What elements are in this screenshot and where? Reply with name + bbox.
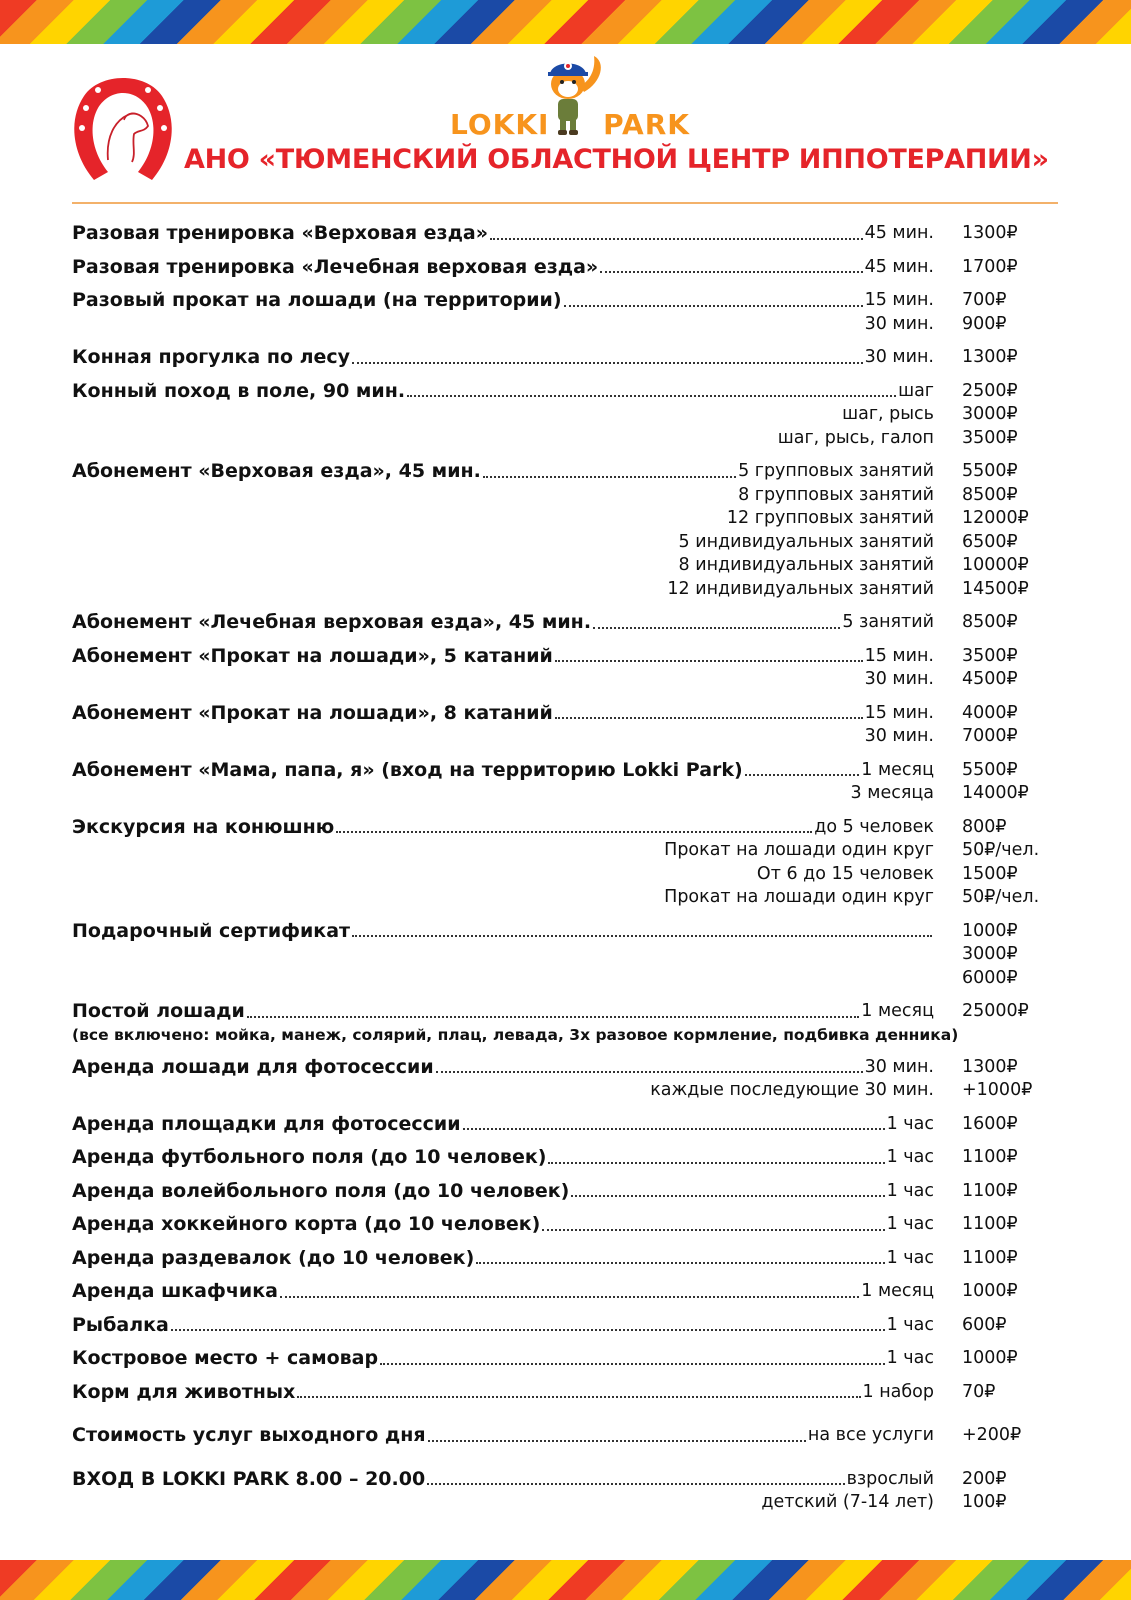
top-decor-stripe (0, 0, 1131, 44)
price-item (72, 1247, 1072, 1271)
service-price: 3500₽ (962, 427, 1018, 448)
service-duration: 1 час (886, 1247, 934, 1268)
service-duration: 12 индивидуальных занятий (667, 578, 934, 599)
price-row (72, 1000, 1072, 1024)
service-price: 4500₽ (962, 669, 1018, 689)
price-item (72, 1314, 1072, 1338)
price-subrow (72, 427, 1072, 451)
dot-leader (483, 476, 736, 478)
dot-leader (476, 1262, 884, 1264)
price-item (72, 1213, 1072, 1237)
service-duration: 8 групповых занятий (738, 484, 934, 505)
service-name: Аренда площадки для фотосессии (72, 1112, 461, 1135)
service-price: 1000₽ (962, 1348, 1018, 1368)
price-row (72, 1347, 1072, 1371)
service-price: 4000₽ (962, 702, 1018, 723)
price-subrow (72, 531, 1072, 555)
service-duration: до 5 человек (814, 816, 934, 837)
service-name: Разовый прокат на лошади (на территории) (72, 289, 562, 311)
dot-leader (407, 395, 896, 397)
row-spacer (72, 1304, 1072, 1314)
service-name: Абонемент «Прокат на лошади», 8 катаний (72, 701, 553, 724)
row-spacer (72, 1371, 1072, 1381)
row-spacer (72, 246, 1072, 256)
dot-leader (427, 1483, 844, 1485)
service-name: ВХОД В LOKKI PARK 8.00 – 20.00 (72, 1467, 426, 1490)
price-item (72, 759, 1072, 806)
service-duration: 3 месяца (850, 783, 934, 803)
price-row (72, 1213, 1072, 1237)
row-spacer (72, 450, 1072, 460)
price-row (72, 759, 1072, 783)
service-duration: 1 месяц (861, 759, 934, 780)
service-price: 600₽ (962, 1314, 1007, 1335)
service-price: 3000₽ (962, 404, 1018, 424)
service-name: Постой лошади (72, 1000, 245, 1022)
dot-leader (380, 1363, 885, 1365)
service-price: 3500₽ (962, 645, 1018, 666)
service-name: Абонемент «Лечебная верховая езда», 45 мин. (72, 611, 592, 633)
service-duration: 45 мин. (864, 256, 934, 277)
service-duration: 30 мин. (864, 347, 934, 367)
row-spacer (72, 635, 1072, 645)
price-subrow (72, 839, 1072, 863)
dot-leader (542, 1229, 884, 1231)
service-price: 50₽/чел. (962, 887, 1040, 907)
service-price: 1100₽ (962, 1247, 1018, 1268)
service-name: Корм для животных (72, 1380, 296, 1403)
row-spacer (72, 910, 1072, 920)
price-row (72, 1056, 1072, 1080)
price-row (72, 1381, 1072, 1405)
row-spacer (72, 1203, 1072, 1213)
dot-leader (600, 271, 862, 273)
dot-leader (490, 238, 863, 240)
price-row (72, 920, 1072, 944)
service-price: 10000₽ (962, 555, 1029, 575)
dot-leader (564, 305, 863, 307)
dot-leader (463, 1128, 885, 1130)
service-price: 5500₽ (962, 759, 1018, 780)
service-duration: 30 мин. (864, 726, 934, 746)
dot-leader (352, 935, 932, 937)
price-item (72, 816, 1072, 910)
price-item (72, 289, 1072, 336)
service-price: 2500₽ (962, 380, 1018, 401)
service-price: 14500₽ (962, 578, 1029, 599)
price-subrow (72, 554, 1072, 578)
service-price: 3000₽ (962, 944, 1018, 964)
dot-leader (548, 1162, 884, 1164)
service-name: Аренда волейбольного поля (до 10 человек) (72, 1179, 570, 1202)
price-row (72, 611, 1072, 635)
row-spacer (72, 692, 1072, 702)
service-duration: шаг (898, 380, 934, 401)
price-row (72, 816, 1072, 840)
service-price: 1300₽ (962, 223, 1018, 243)
service-name: Разовая тренировка «Лечебная верховая езда» (72, 255, 599, 278)
price-row (72, 1424, 1072, 1448)
row-spacer (72, 279, 1072, 289)
service-duration: каждые последующие 30 мин. (650, 1080, 934, 1100)
price-row (72, 256, 1072, 280)
price-item (72, 645, 1072, 692)
price-item (72, 380, 1072, 451)
bottom-decor-stripe (0, 1560, 1131, 1600)
dot-leader (436, 1071, 863, 1073)
row-spacer (72, 990, 1072, 1000)
dot-leader (571, 1195, 884, 1197)
service-name: Аренда раздевалок (до 10 человек) (72, 1246, 475, 1269)
price-row (72, 702, 1072, 726)
service-duration: От 6 до 15 человек (756, 863, 934, 884)
dot-leader (352, 362, 863, 364)
price-list (72, 222, 1072, 1515)
service-price: 6000₽ (962, 967, 1018, 988)
dot-leader (555, 717, 863, 719)
service-price: 1100₽ (962, 1214, 1018, 1234)
row-spacer (72, 1404, 1072, 1424)
dot-leader (428, 1440, 806, 1442)
service-price: 6500₽ (962, 531, 1018, 552)
price-row (72, 1280, 1072, 1304)
price-subrow (72, 1491, 1072, 1515)
service-duration: 30 мин. (864, 1056, 934, 1077)
price-row (72, 1180, 1072, 1204)
dot-leader (247, 1016, 859, 1018)
service-price: 1000₽ (962, 920, 1018, 941)
logo-word-lokki: LOKKI (450, 108, 550, 141)
service-duration: 12 групповых занятий (726, 508, 934, 528)
service-price: +200₽ (962, 1425, 1022, 1445)
service-duration: шаг, рысь, галоп (777, 427, 934, 448)
price-subrow (72, 668, 1072, 692)
header-divider (72, 202, 1058, 204)
service-duration: Прокат на лошади один круг (664, 887, 934, 907)
price-item (72, 1468, 1072, 1515)
row-spacer (72, 1270, 1072, 1280)
organization-title: АНО «ТЮМЕНСКИЙ ОБЛАСТНОЙ ЦЕНТР ИППОТЕРАПИИ» (184, 144, 1049, 175)
row-spacer (72, 749, 1072, 759)
service-name: Рыбалка (72, 1313, 169, 1336)
price-subrow (72, 507, 1072, 531)
price-item (72, 1000, 1072, 1046)
price-subrow (72, 886, 1072, 910)
service-name: Разовая тренировка «Верховая езда» (72, 222, 489, 244)
service-name: Аренда шкафчика (72, 1280, 278, 1302)
service-price: 5500₽ (962, 461, 1018, 481)
row-spacer (72, 806, 1072, 816)
service-name: Подарочный сертификат (72, 919, 351, 942)
service-duration: детский (7-14 лет) (761, 1492, 934, 1512)
service-duration: 45 мин. (864, 223, 934, 243)
dot-leader (280, 1296, 859, 1298)
price-subrow (72, 484, 1072, 508)
service-name: Костровое место + самовар (72, 1347, 379, 1369)
logo-word-park: PARK (603, 108, 690, 141)
service-price: 700₽ (962, 290, 1007, 310)
service-price: 12000₽ (962, 508, 1029, 528)
service-duration: 1 набор (862, 1381, 934, 1402)
service-duration: 1 час (886, 1147, 934, 1167)
price-subrow (72, 313, 1072, 337)
service-duration: 1 час (886, 1113, 934, 1134)
service-name: Аренда футбольного поля (до 10 человек) (72, 1146, 547, 1168)
service-price: 8500₽ (962, 612, 1018, 632)
service-duration: 1 час (886, 1314, 934, 1335)
price-subrow (72, 943, 1072, 967)
price-subrow (72, 1079, 1072, 1103)
service-duration: 1 час (886, 1214, 934, 1234)
price-item (72, 1381, 1072, 1405)
price-row (72, 1468, 1072, 1492)
service-duration: на все услуги (807, 1425, 934, 1445)
service-duration: 1 час (886, 1348, 934, 1368)
price-row (72, 1314, 1072, 1338)
price-item (72, 1280, 1072, 1304)
dot-leader (555, 660, 863, 662)
service-price: 1000₽ (962, 1281, 1018, 1301)
service-price: 14000₽ (962, 783, 1029, 803)
service-price: 200₽ (962, 1468, 1007, 1489)
service-price: 1700₽ (962, 256, 1018, 277)
service-name: Аренда лошади для фотосессии (72, 1055, 434, 1078)
service-name: Экскурсия на конюшню (72, 815, 335, 838)
service-duration: шаг, рысь (842, 404, 934, 424)
service-price: +1000₽ (962, 1080, 1033, 1100)
row-spacer (72, 1170, 1072, 1180)
row-spacer (72, 336, 1072, 346)
service-name: Аренда хоккейного корта (до 10 человек) (72, 1213, 541, 1235)
service-price: 25000₽ (962, 1001, 1029, 1021)
price-item (72, 1180, 1072, 1204)
price-row (72, 1247, 1072, 1271)
service-duration: 5 индивидуальных занятий (678, 531, 934, 552)
price-item (72, 702, 1072, 749)
service-duration: взрослый (846, 1468, 934, 1489)
row-spacer (72, 1448, 1072, 1468)
service-name: Абонемент «Прокат на лошади», 5 катаний (72, 644, 553, 667)
service-price: 70₽ (962, 1381, 996, 1402)
row-spacer (72, 1237, 1072, 1247)
price-row (72, 346, 1072, 370)
service-price: 1600₽ (962, 1113, 1018, 1134)
price-item (72, 256, 1072, 280)
row-spacer (72, 1337, 1072, 1347)
service-price: 1100₽ (962, 1147, 1018, 1167)
service-price: 50₽/чел. (962, 840, 1040, 860)
service-duration: 1 месяц (861, 1001, 934, 1021)
price-row (72, 222, 1072, 246)
service-price: 1500₽ (962, 863, 1018, 884)
row-spacer (72, 1103, 1072, 1113)
price-subrow (72, 578, 1072, 602)
service-name: Абонемент «Верховая езда», 45 мин. (72, 460, 481, 482)
price-item (72, 460, 1072, 601)
service-price: 7000₽ (962, 726, 1018, 746)
price-row (72, 289, 1072, 313)
price-row (72, 645, 1072, 669)
service-duration: 30 мин. (864, 313, 934, 334)
service-duration: Прокат на лошади один круг (664, 840, 934, 860)
horseshoe-logo-icon (68, 68, 178, 184)
price-row (72, 1113, 1072, 1137)
service-duration: 15 мин. (864, 645, 934, 666)
service-price: 800₽ (962, 816, 1007, 837)
price-subrow (72, 403, 1072, 427)
price-subrow (72, 725, 1072, 749)
price-item (72, 611, 1072, 635)
row-spacer (72, 370, 1072, 380)
dot-leader (297, 1396, 860, 1398)
price-item (72, 1424, 1072, 1448)
service-price: 1300₽ (962, 347, 1018, 367)
price-subrow (72, 863, 1072, 887)
price-item (72, 346, 1072, 370)
row-spacer (72, 1046, 1072, 1056)
price-item (72, 1146, 1072, 1170)
service-duration: 30 мин. (864, 669, 934, 689)
dot-leader (745, 774, 860, 776)
service-price: 1300₽ (962, 1056, 1018, 1077)
service-duration: 15 мин. (864, 702, 934, 723)
service-duration: 8 индивидуальных занятий (678, 555, 934, 575)
price-item (72, 222, 1072, 246)
service-price: 8500₽ (962, 484, 1018, 505)
service-duration: 1 час (886, 1180, 934, 1201)
service-note: (все включено: мойка, манеж, солярий, плац, левада, 3х разовое кормление, подбивка денника) (72, 1025, 959, 1044)
service-price: 900₽ (962, 313, 1007, 334)
price-row (72, 1146, 1072, 1170)
price-subrow (72, 782, 1072, 806)
price-row (72, 380, 1072, 404)
price-item (72, 920, 1072, 991)
lokki-park-logo (450, 52, 690, 142)
price-row (72, 460, 1072, 484)
service-name: Конный поход в поле, 90 мин. (72, 379, 406, 402)
service-duration: 5 групповых занятий (738, 461, 934, 481)
service-duration: 5 занятий (842, 612, 934, 632)
service-name: Конная прогулка по лесу (72, 346, 351, 368)
service-price: 100₽ (962, 1492, 1007, 1512)
row-spacer (72, 601, 1072, 611)
price-item (72, 1347, 1072, 1371)
service-price: 1100₽ (962, 1180, 1018, 1201)
price-subrow (72, 967, 1072, 991)
dot-leader (593, 627, 840, 629)
service-name: Стоимость услуг выходного дня (72, 1424, 426, 1446)
dot-leader (336, 831, 812, 833)
price-item (72, 1056, 1072, 1103)
service-duration: 1 месяц (861, 1281, 934, 1301)
price-item (72, 1113, 1072, 1137)
service-name: Абонемент «Мама, папа, я» (вход на территорию Lokki Park) (72, 758, 743, 781)
dot-leader (171, 1329, 885, 1331)
row-spacer (72, 1136, 1072, 1146)
service-duration: 15 мин. (864, 290, 934, 310)
